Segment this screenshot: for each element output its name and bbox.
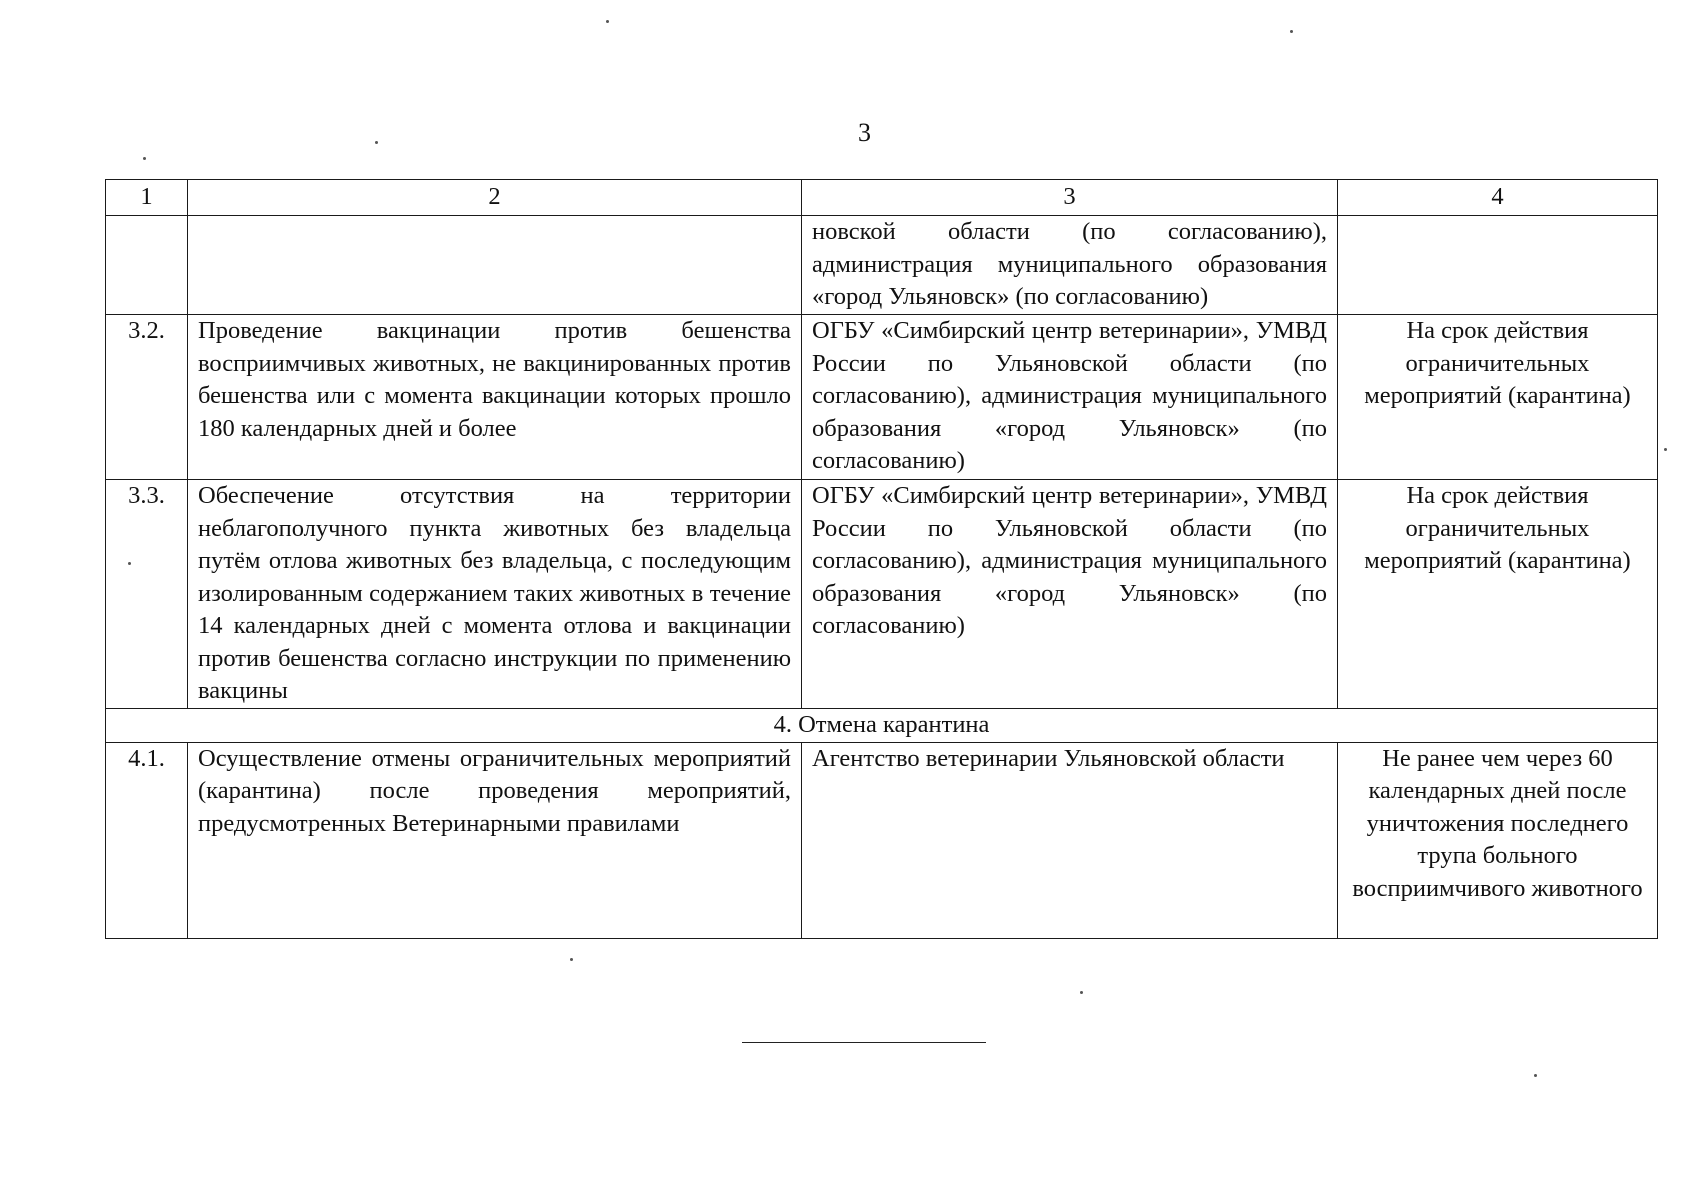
table-row-3-3 — [106, 480, 1658, 709]
scan-speck — [1664, 448, 1667, 451]
scan-speck — [375, 141, 378, 144]
measure-cell: Проведение вакцинации против бешенства восприимчивых животных, не вакцинированных против бешенства или с момента вакцинации которых прошло 180 календарных дней и более — [188, 315, 802, 480]
measure-cell: Осуществление отмены ограничительных мероприятий (карантина) после проведения мероприятий, предусмотренных Ветеринарными правилами — [188, 742, 802, 938]
column-header-3: 3 — [802, 180, 1338, 216]
responsible-cell: ОГБУ «Симбирский центр ветеринарии», УМВД России по Ульяновской области (по согласованию), администрация муниципального образования «город Ульяновск» (по согласованию) — [802, 315, 1338, 480]
scan-speck — [570, 958, 573, 961]
term-cell: На срок действия ограничительных мероприятий (карантина) — [1338, 315, 1658, 480]
measures-table — [105, 179, 1658, 939]
scan-speck — [1290, 30, 1293, 33]
row-number: 4.1. — [106, 742, 188, 938]
responsible-cell: Агентство ветеринарии Ульяновской области — [802, 742, 1338, 938]
table-row-3-2 — [106, 315, 1658, 480]
measure-cell: Обеспечение отсутствия на территории неблагополучного пункта животных без владельца путём отлова животных без владельца, с последующим изолированным содержанием таких животных в течение 14 календарных дней с момента отлова и вакцинации против бешенства согласно инструкции по применению вакцины — [188, 480, 802, 709]
table-row-4-1 — [106, 742, 1658, 938]
section-heading-row — [106, 709, 1658, 743]
scan-speck — [128, 562, 131, 565]
row-number: 3.2. — [106, 315, 188, 480]
footer-separator-line — [742, 1042, 986, 1043]
column-header-4: 4 — [1338, 180, 1658, 216]
scan-speck — [143, 157, 146, 160]
responsible-cell: новской области (по согласованию), администрация муниципального образования «город Ульяновск» (по согласованию) — [802, 216, 1338, 315]
table-row-continuation — [106, 216, 1658, 315]
column-header-2: 2 — [188, 180, 802, 216]
scan-speck — [606, 20, 609, 23]
term-cell — [1338, 216, 1658, 315]
term-cell: На срок действия ограничительных мероприятий (карантина) — [1338, 480, 1658, 709]
scan-speck — [1080, 991, 1083, 994]
term-cell: Не ранее чем через 60 календарных дней после уничтожения последнего трупа больного восприимчивого животного — [1338, 742, 1658, 938]
row-number — [106, 216, 188, 315]
page-number: 3 — [858, 118, 871, 147]
column-header-1: 1 — [106, 180, 188, 216]
section-heading: 4. Отмена карантина — [106, 709, 1658, 743]
responsible-cell: ОГБУ «Симбирский центр ветеринарии», УМВД России по Ульяновской области (по согласованию), администрация муниципального образования «город Ульяновск» (по согласованию) — [802, 480, 1338, 709]
measure-cell — [188, 216, 802, 315]
row-number: 3.3. — [106, 480, 188, 709]
scan-speck — [1534, 1074, 1537, 1077]
table-header-row — [106, 180, 1658, 216]
